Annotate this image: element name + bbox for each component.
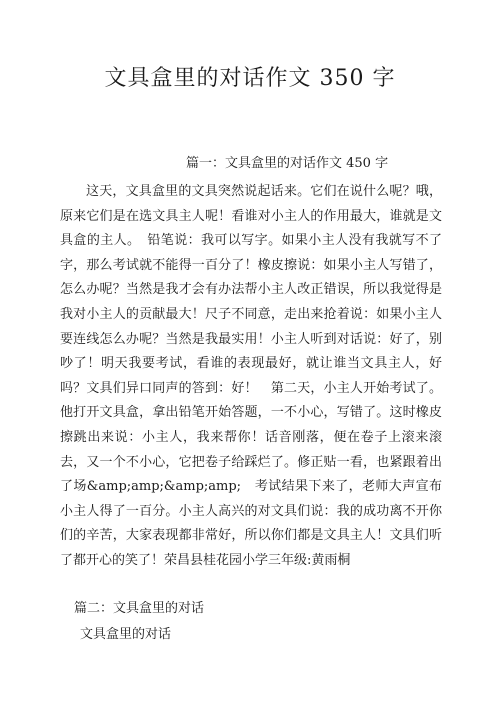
section-title-2: 文具盒里的对话 [80, 627, 172, 642]
section-heading-2: 篇二：文具盒里的对话 [74, 601, 205, 616]
section-body-1: 这天，文具盒里的文具突然说起话来。它们在说什么呢？哦，原来它们是在选文具主人呢！看谁对小主人的作用最大，谁就是文具盒的主人。 铅笔说：我可以写字。如果小主人没有我就写不了字，那么考试就不能得一百分了！橡皮擦说：如果小主人写错了，怎么办呢？当然是我才会有办法帮小主人改正错误，所以我觉得是我对小主人的贡献最大！尺子不同意，走出来抢着说：如果小主人要连线怎么办呢？当然是我最实用！小主人听到对话说：好了，别吵了！明天我要考试，看谁的表现最好，就让谁当文具主人，好吗？文具们异口同声的答到：好！ 第二天，小主人开始考试了。他打开文具盒，拿出铅笔开始答题，一不小心，写错了。这时橡皮擦跳出来说：小主人，我来帮你！话音刚落，便在卷子上滚来滚去，又一个不小心，它把卷子给踩烂了。修正贴一看，也紧跟着出了场&amp;amp;&amp;amp; 考试结果下来了，老师大声宣布小主人得了一百分。小主人高兴的对文具们说：我的成功离不开你们的辛苦，大家表现都非常好，所以你们都是文具主人！文具们听了都开心的笑了！荣昌县桂花园小学三年级:黄雨桐 [60, 184, 442, 568]
section-heading-1: 篇一：文具盒里的对话作文 450 字 [186, 156, 389, 171]
document-title: 文具盒里的对话作文 350 字 [104, 66, 396, 91]
